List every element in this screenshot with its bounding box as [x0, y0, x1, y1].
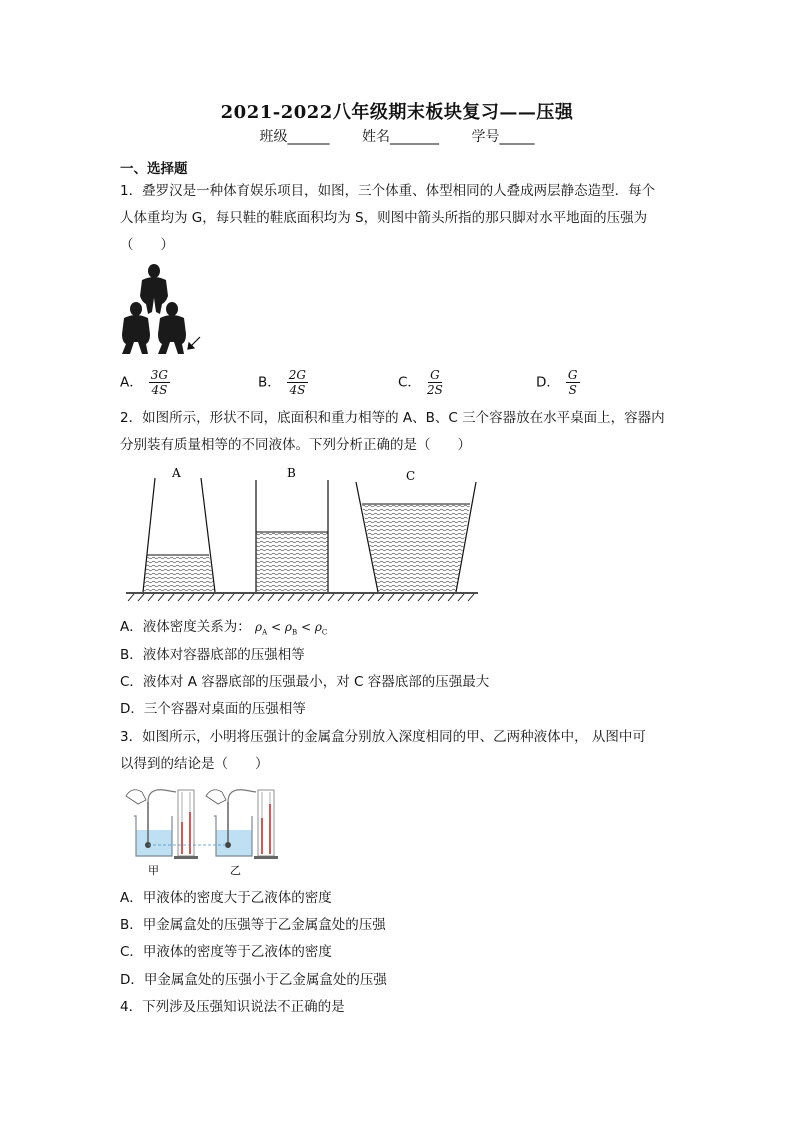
class-field: 班级______ — [259, 129, 330, 145]
hand-icon — [206, 790, 226, 804]
label-yi: 乙 — [230, 864, 241, 877]
fraction: $\frac{2G}{4S}$ — [288, 368, 306, 397]
student-info — [0, 126, 794, 146]
q1-text-1: 1．叠罗汉是一种体育娱乐项目，如图，三个体重、体型相同的人叠成两层静态造型．每个 — [120, 183, 656, 199]
q1-option-c[interactable]: C． $\frac{G}{2S}$ — [398, 368, 443, 397]
q3-option-a[interactable]: A．甲液体的密度大于乙液体的密度 — [120, 890, 332, 906]
beaker-yi — [206, 790, 278, 859]
q2-option-a[interactable]: A．液体密度关系为： $\rho_A < \rho_B < \rho_C$ — [120, 619, 328, 637]
q1-option-d[interactable]: D． $\frac{G}{S}$ — [536, 368, 578, 397]
q3-option-c[interactable]: C．甲液体的密度等于乙液体的密度 — [120, 944, 332, 960]
table-hatching — [128, 594, 474, 601]
q1-option-a[interactable]: A． $\frac{3G}{4S}$ — [120, 368, 168, 397]
liquid-a — [143, 555, 215, 592]
q2-option-d[interactable]: D．三个容器对桌面的压强相等 — [120, 701, 306, 717]
name-field: 姓名_______ — [362, 129, 439, 145]
pressure-gauge-figure — [118, 782, 278, 880]
q1-option-b[interactable]: B． $\frac{2G}{4S}$ — [258, 368, 306, 397]
page-title: 2021-2022八年级期末板块复习——压强 — [220, 102, 574, 123]
liquid-c — [362, 504, 470, 592]
container-b-label: B — [287, 466, 296, 480]
beaker-jia — [126, 790, 198, 859]
student-id-field: 学号_____ — [471, 129, 535, 145]
q2-option-c[interactable]: C．液体对 A 容器底部的压强最小，对 C 容器底部的压强最大 — [120, 674, 490, 690]
q2-text-1: 2．如图所示，形状不同，底面积和重力相等的 A、B、C 三个容器放在水平桌面上，容器内 — [120, 410, 665, 426]
fraction: $\frac{3G}{4S}$ — [150, 368, 168, 397]
q3-option-d[interactable]: D．甲金属盒处的压强小于乙金属盒处的压强 — [120, 972, 387, 988]
human-pyramid-figure — [116, 262, 206, 356]
q3-text-1: 3．如图所示，小明将压强计的金属盒分别放入深度相同的甲、乙两种液体中， 从图中可 — [120, 729, 646, 745]
container-a-label: A — [172, 466, 181, 480]
label-jia: 甲 — [148, 864, 159, 877]
q1-text-2: 人体重均为 G，每只鞋的鞋底面积均为 S，则图中箭头所指的那只脚对水平地面的压强为 — [120, 210, 648, 226]
hand-icon — [126, 790, 146, 804]
q4-text-1: 4．下列涉及压强知识说法不正确的是 — [120, 999, 345, 1015]
q2-option-b[interactable]: B．液体对容器底部的压强相等 — [120, 647, 305, 663]
q3-option-b[interactable]: B．甲金属盒处的压强等于乙金属盒处的压强 — [120, 917, 386, 933]
containers-figure — [122, 460, 482, 605]
q1-text-3: （ ） — [120, 237, 174, 253]
q2-text-2: 分别装有质量相等的不同液体。下列分析正确的是（ ） — [120, 437, 471, 453]
container-c-label: C — [406, 469, 416, 483]
liquid-b — [256, 532, 328, 592]
q3-text-2: 以得到的结论是（ ） — [120, 756, 269, 772]
density-relation: $\rho_A < \rho_B < \rho_C$ — [255, 620, 328, 637]
fraction: $\frac{G}{2S}$ — [426, 368, 443, 397]
fraction: $\frac{G}{S}$ — [567, 368, 578, 397]
arrow-icon — [188, 337, 200, 349]
section-title: 一、选择题 — [120, 161, 188, 177]
